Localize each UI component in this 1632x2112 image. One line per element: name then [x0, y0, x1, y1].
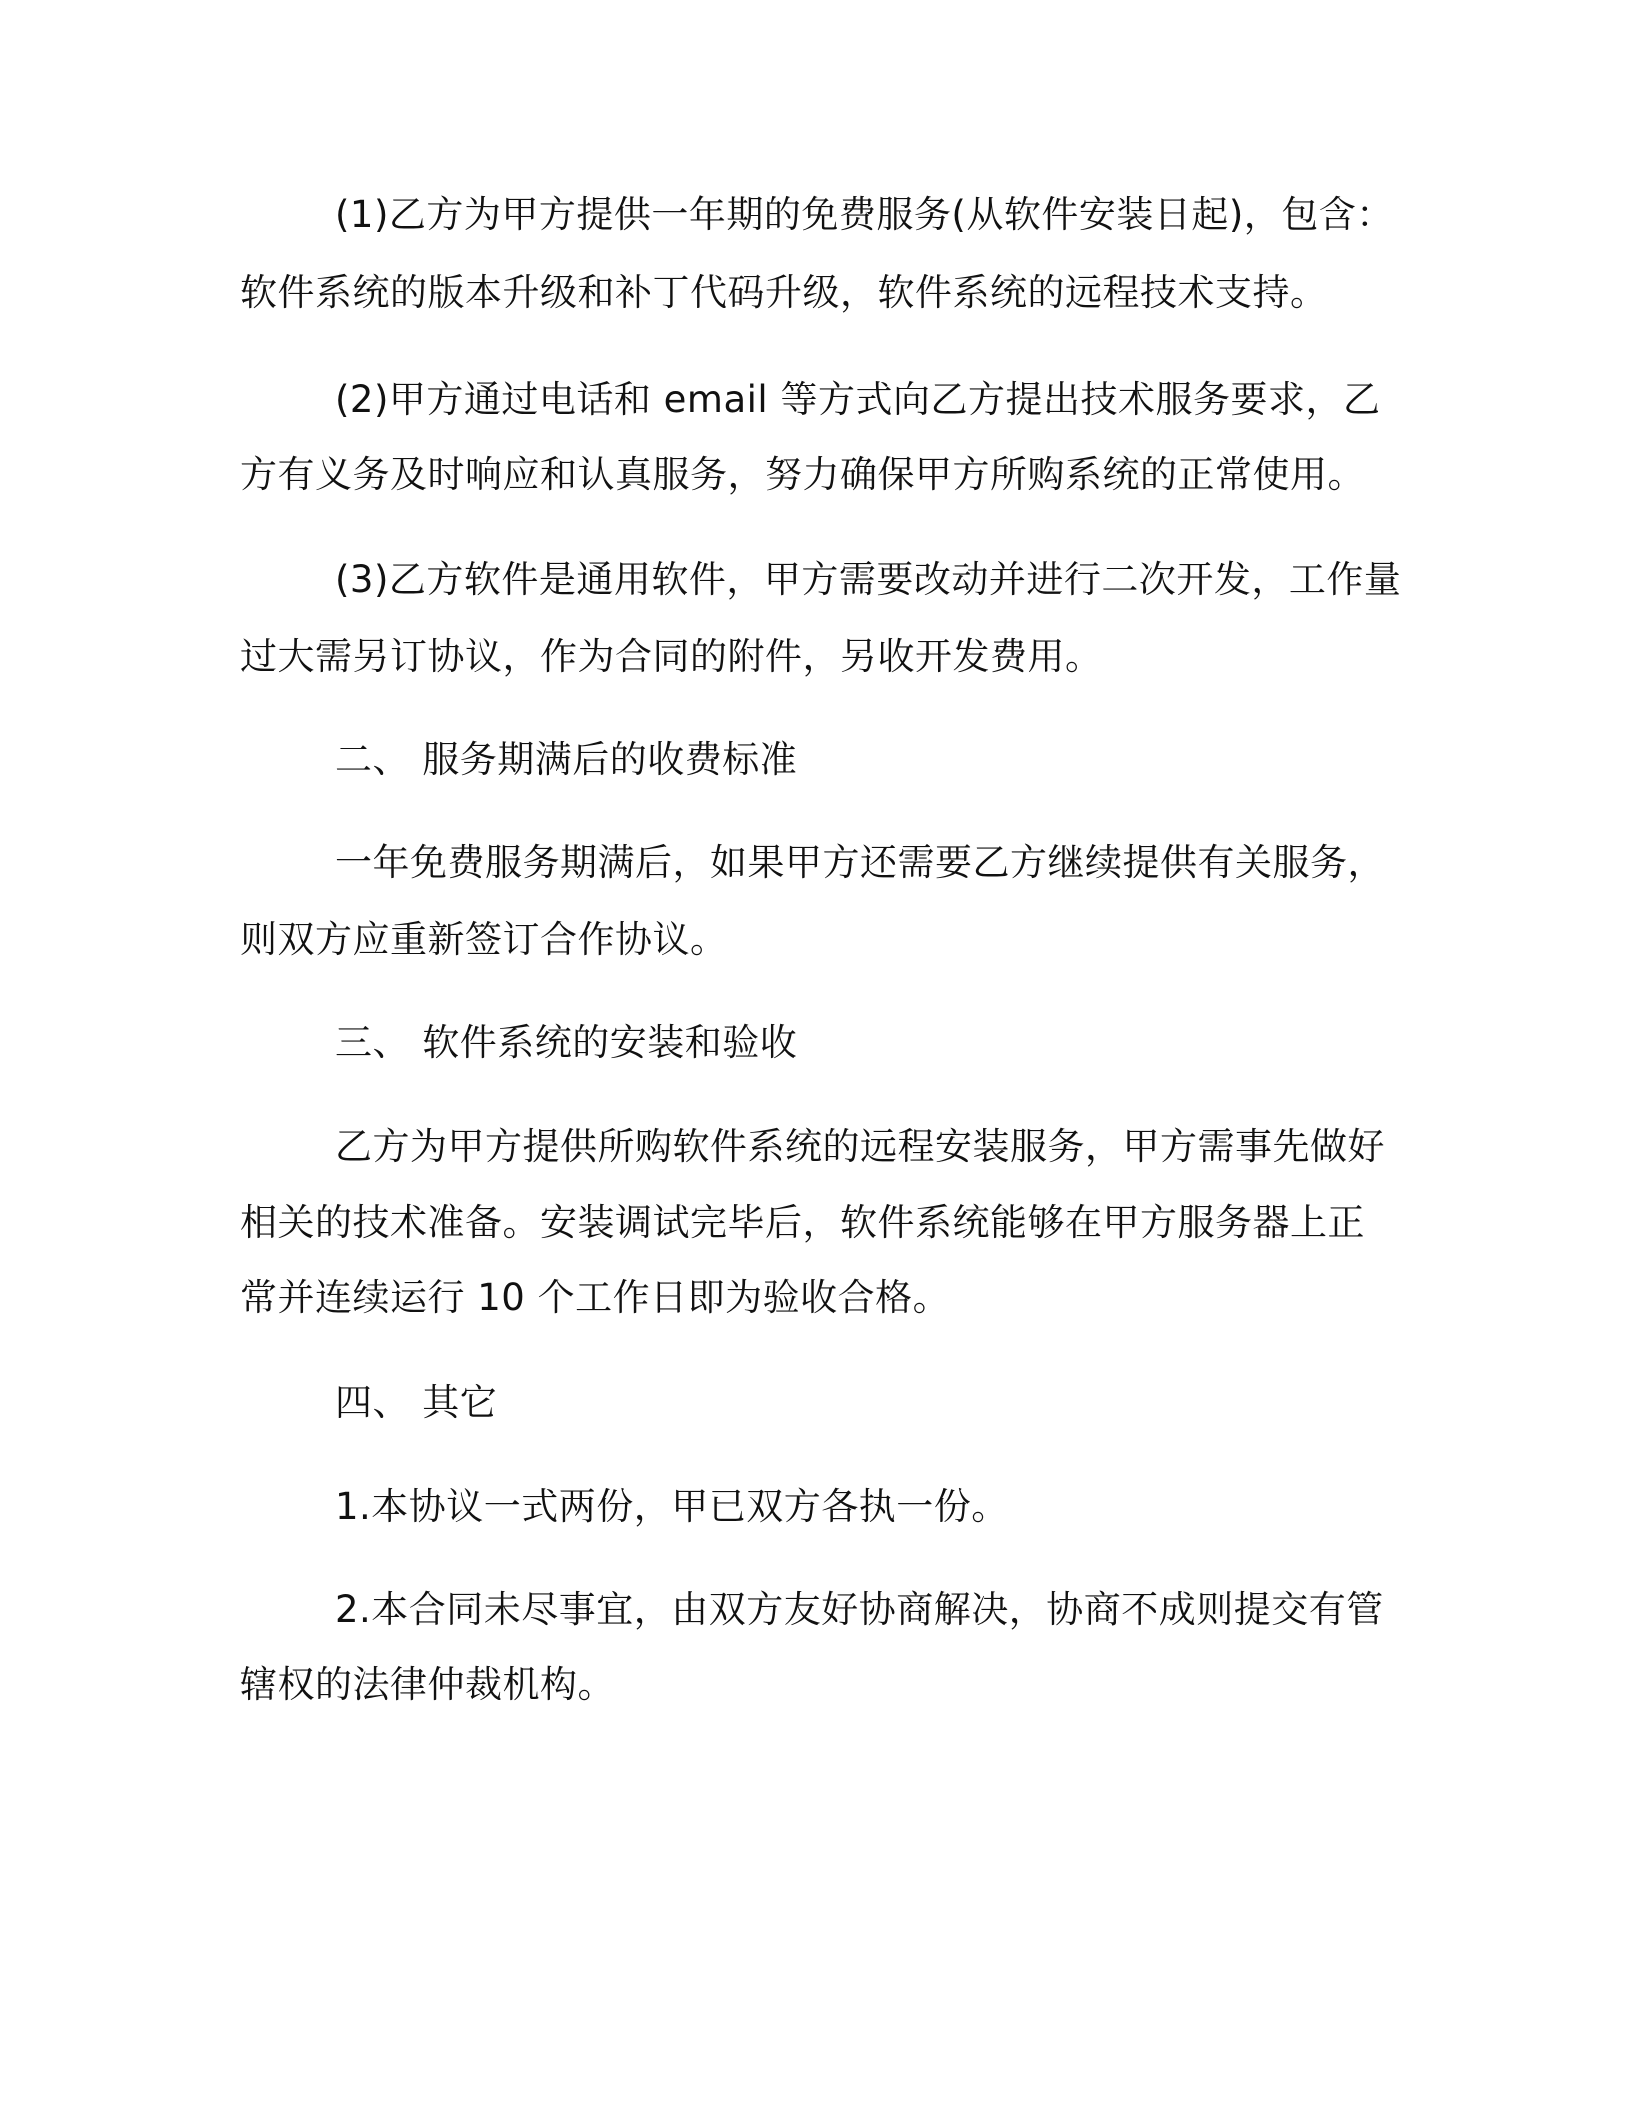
paragraph-7-line-1: 2.本合同未尽事宜，由双方友好协商解决，协商不成则提交有管	[335, 1588, 1384, 1631]
paragraph-5-line-2: 相关的技术准备。安装调试完毕后，软件系统能够在甲方服务器上正	[240, 1201, 1365, 1244]
paragraph-3-line-1: (3)乙方软件是通用软件，甲方需要改动并进行二次开发，工作量	[335, 558, 1402, 601]
paragraph-6-line-1: 1.本协议一式两份，甲已双方各执一份。	[335, 1485, 1009, 1528]
paragraph-1-line-2: 软件系统的版本升级和补丁代码升级，软件系统的远程技术支持。	[240, 271, 1328, 314]
paragraph-3-line-2: 过大需另订协议，作为合同的附件，另收开发费用。	[240, 635, 1103, 678]
paragraph-4-line-1: 一年免费服务期满后，如果甲方还需要乙方继续提供有关服务，	[335, 841, 1385, 884]
paragraph-7-line-2: 辖权的法律仲裁机构。	[240, 1663, 615, 1706]
paragraph-2-line-1: (2)甲方通过电话和 email 等方式向乙方提出技术服务要求，乙	[335, 378, 1381, 421]
paragraph-4-line-2: 则双方应重新签订合作协议。	[240, 918, 728, 961]
section-heading-2: 二、 服务期满后的收费标准	[335, 738, 798, 781]
paragraph-5-line-1: 乙方为甲方提供所购软件系统的远程安装服务，甲方需事先做好	[335, 1125, 1385, 1168]
paragraph-5-line-3: 常并连续运行 10 个工作日即为验收合格。	[240, 1276, 951, 1319]
section-heading-3: 三、 软件系统的安装和验收	[335, 1021, 798, 1064]
paragraph-1-line-1: (1)乙方为甲方提供一年期的免费服务(从软件安装日起)，包含：	[335, 193, 1394, 236]
paragraph-2-line-2: 方有义务及时响应和认真服务，努力确保甲方所购系统的正常使用。	[240, 453, 1365, 496]
section-heading-4: 四、 其它	[335, 1381, 498, 1424]
